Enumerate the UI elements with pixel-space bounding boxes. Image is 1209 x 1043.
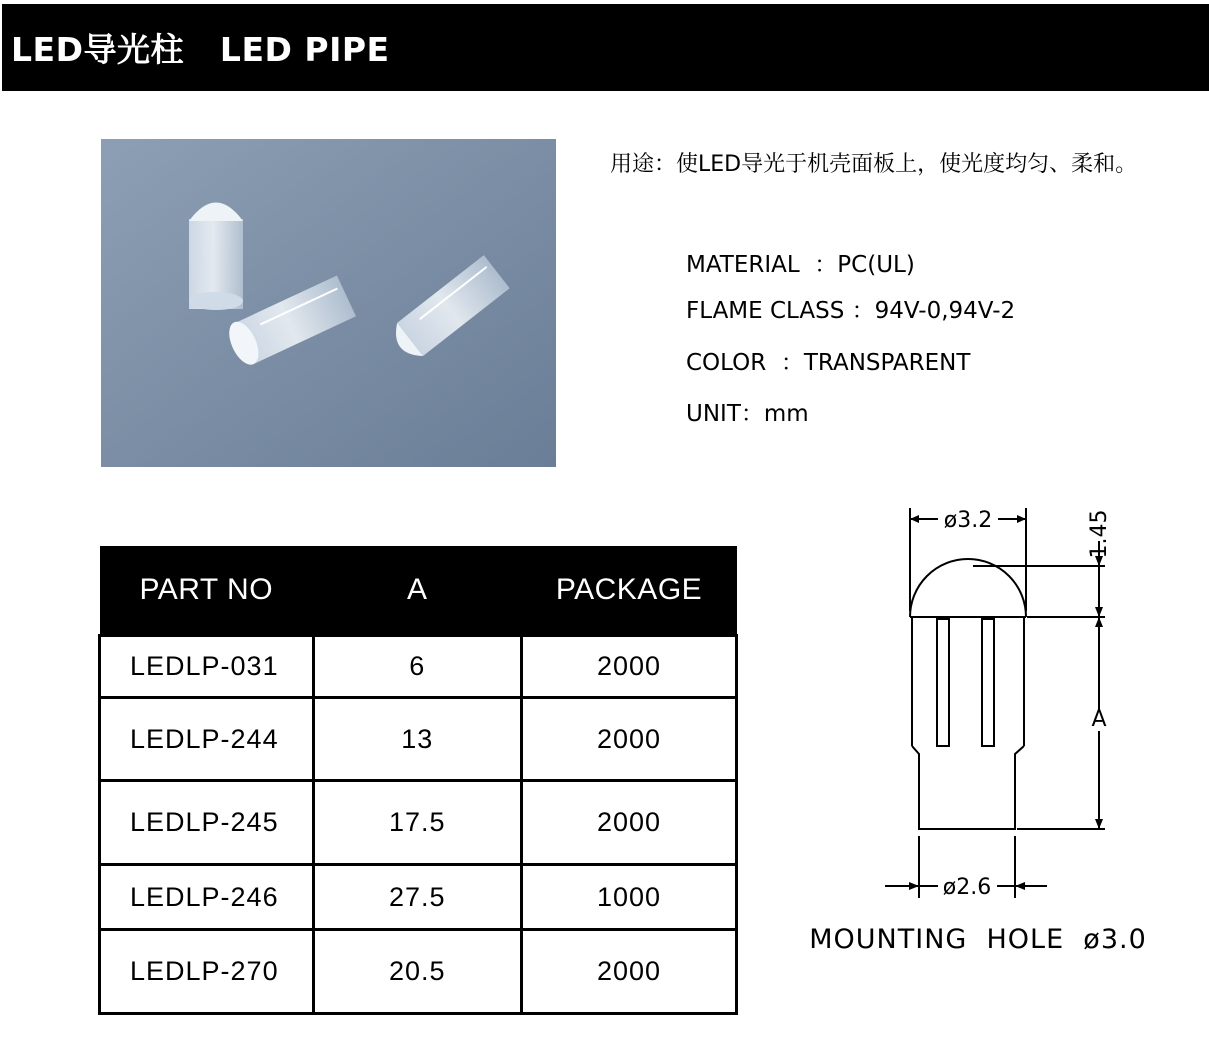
page-title: LED导光柱 LED PIPE (11, 30, 390, 69)
cell-part-no: LEDLP-244 (100, 698, 314, 781)
spec-unit: UNIT：mm (686, 401, 809, 427)
column-header-a: A (313, 546, 521, 636)
table-row (100, 698, 737, 781)
usage-text: 用途：使LED导光于机壳面板上，使光度均匀、柔和。 (610, 152, 1138, 177)
cell-part-no: LEDLP-270 (100, 930, 314, 1014)
dimension-drawing (795, 486, 1175, 966)
bottom-diameter-label: ø2.6 (942, 875, 992, 900)
cell-part-no: LEDLP-031 (100, 636, 314, 698)
cell-package: 2000 (522, 698, 737, 781)
spec-color: COLOR ：TRANSPARENT (686, 350, 971, 376)
cell-part-no: LEDLP-245 (100, 781, 314, 865)
cell-package: 2000 (522, 930, 737, 1014)
body-length-label: A (1091, 707, 1107, 732)
cell-a: 20.5 (313, 930, 521, 1014)
parts-table (98, 546, 738, 1015)
spec-flame-class: FLAME CLASS ：94V-0,94V-2 (686, 298, 1016, 324)
mounting-hole-label: MOUNTING HOLE ø3.0 (809, 924, 1147, 955)
spec-material: MATERIAL ：PC(UL) (686, 252, 915, 278)
title-bar (2, 4, 1209, 91)
cell-a: 13 (313, 698, 521, 781)
column-header-part-no: PART NO (100, 546, 314, 636)
pipe-body (912, 746, 1024, 829)
cell-package: 1000 (522, 865, 737, 930)
table-row (100, 865, 737, 930)
pipe-dome (910, 559, 1026, 617)
dome-height-label: 1.45 (1087, 509, 1112, 559)
cell-a: 6 (313, 636, 521, 698)
led-pipe-photo-1 (189, 203, 243, 311)
cell-a: 17.5 (313, 781, 521, 865)
cell-package: 2000 (522, 781, 737, 865)
cell-a: 27.5 (313, 865, 521, 930)
product-photo (101, 139, 556, 467)
table-row (100, 930, 737, 1014)
table-header-row (100, 546, 737, 636)
cell-package: 2000 (522, 636, 737, 698)
table-row (100, 781, 737, 865)
top-diameter-label: ø3.2 (943, 508, 993, 533)
cell-part-no: LEDLP-246 (100, 865, 314, 930)
table-row (100, 636, 737, 698)
column-header-package: PACKAGE (522, 546, 737, 636)
